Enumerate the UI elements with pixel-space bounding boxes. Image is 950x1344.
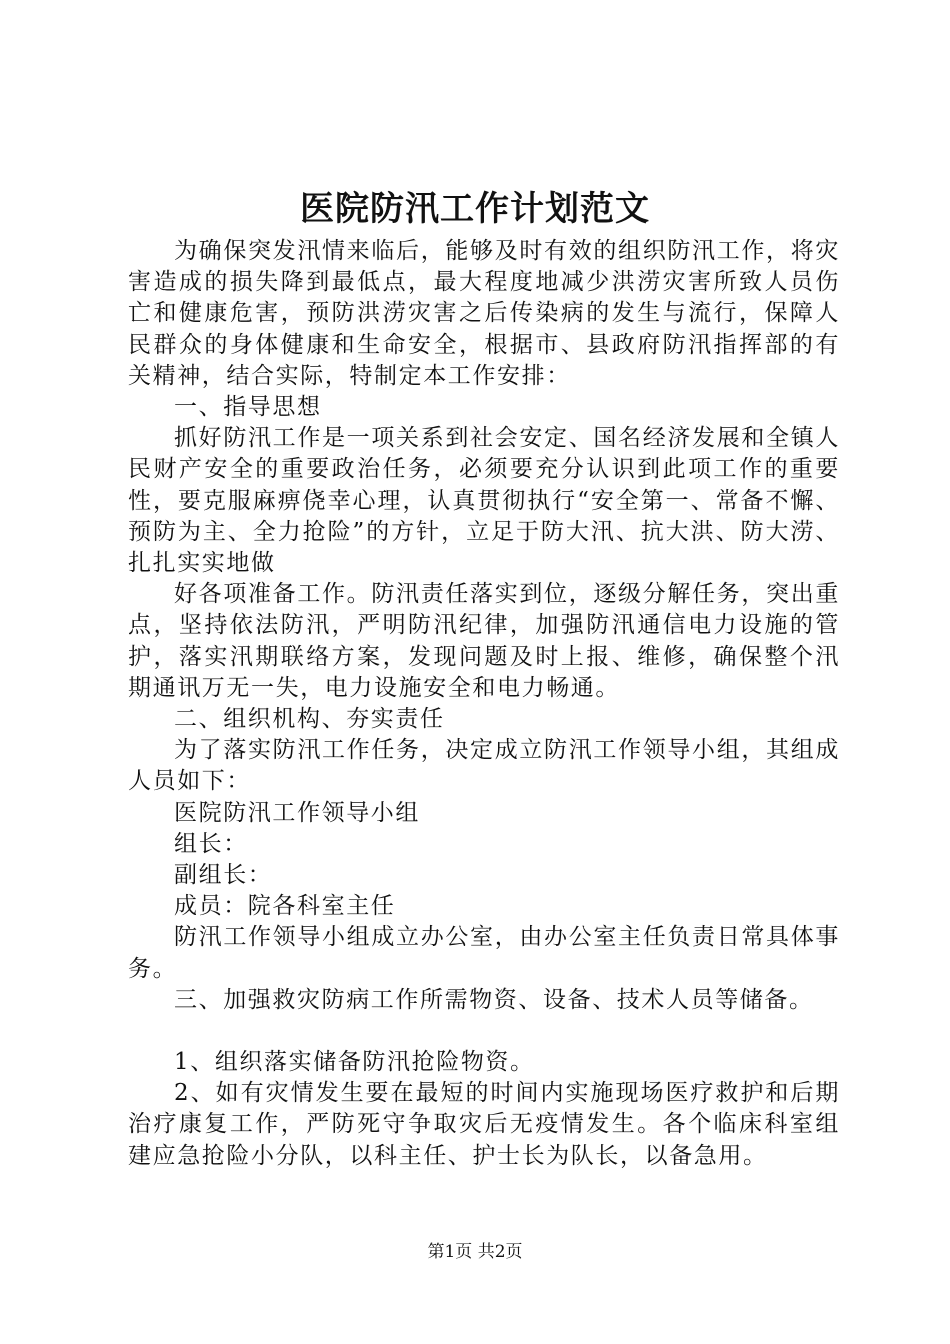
paragraph-office: 防汛工作领导小组成立办公室，由办公室主任负责日常具体事务。 bbox=[128, 924, 840, 982]
paragraph-guiding-thought: 抓好防汛工作是一项关系到社会安定、国名经济发展和全镇人民财产安全的重要政治任务，必须要充分认识到此项工作的重要性，要克服麻痹侥幸心理，认真贯彻执行“安全第一、常备不懈、预防为主、全力抢险”的方针，立足于防大汛、抗大洪、防大涝、扎扎实实地做 bbox=[128, 425, 840, 577]
section-heading-guiding-thought: 一、指导思想 bbox=[174, 394, 322, 421]
paragraph-intro: 为确保突发汛情来临后，能够及时有效的组织防汛工作，将灾害造成的损失降到最低点，最大程度地减少洪涝灾害所致人员伤亡和健康危害，预防洪涝灾害之后传染病的发生与流行，保障人民群众的身体健康和生命安全，根据市、县政府防汛指挥部的有关精神，结合实际，特制定本工作安排： bbox=[128, 238, 840, 389]
list-item-2: 2、如有灾情发生要在最短的时间内实施现场医疗救护和后期治疗康复工作，严防死守争取灾后无疫情发生。各个临床科室组建应急抢险小分队，以科主任、护士长为队长，以备急用。 bbox=[128, 1080, 840, 1169]
page-number-footer: 第1页 共2页 bbox=[427, 1242, 523, 1262]
members-line: 成员：院各科室主任 bbox=[174, 893, 396, 920]
document-title: 医院防汛工作计划范文 bbox=[300, 189, 650, 229]
group-leader-line: 组长： bbox=[174, 830, 248, 857]
section-heading-reserves: 三、加强救灾防病工作所需物资、设备、技术人员等储备。 bbox=[174, 986, 814, 1013]
deputy-leader-line: 副组长： bbox=[174, 862, 273, 889]
paragraph-organization: 为了落实防汛工作任务，决定成立防汛工作领导小组，其组成人员如下： bbox=[128, 737, 840, 795]
leadership-group-name: 医院防汛工作领导小组 bbox=[174, 799, 420, 826]
section-heading-organization: 二、组织机构、夯实责任 bbox=[174, 706, 445, 733]
list-item-1: 1、组织落实储备防汛抢险物资。 bbox=[174, 1049, 535, 1076]
document-body bbox=[128, 236, 840, 1172]
paragraph-preparation: 好各项准备工作。防汛责任落实到位，逐级分解任务，突出重点，坚持依法防汛，严明防汛纪律，加强防汛通信电力设施的管护，落实汛期联络方案，发现问题及时上报、维修，确保整个汛期通讯万无一失，电力设施安全和电力畅通。 bbox=[128, 581, 840, 701]
